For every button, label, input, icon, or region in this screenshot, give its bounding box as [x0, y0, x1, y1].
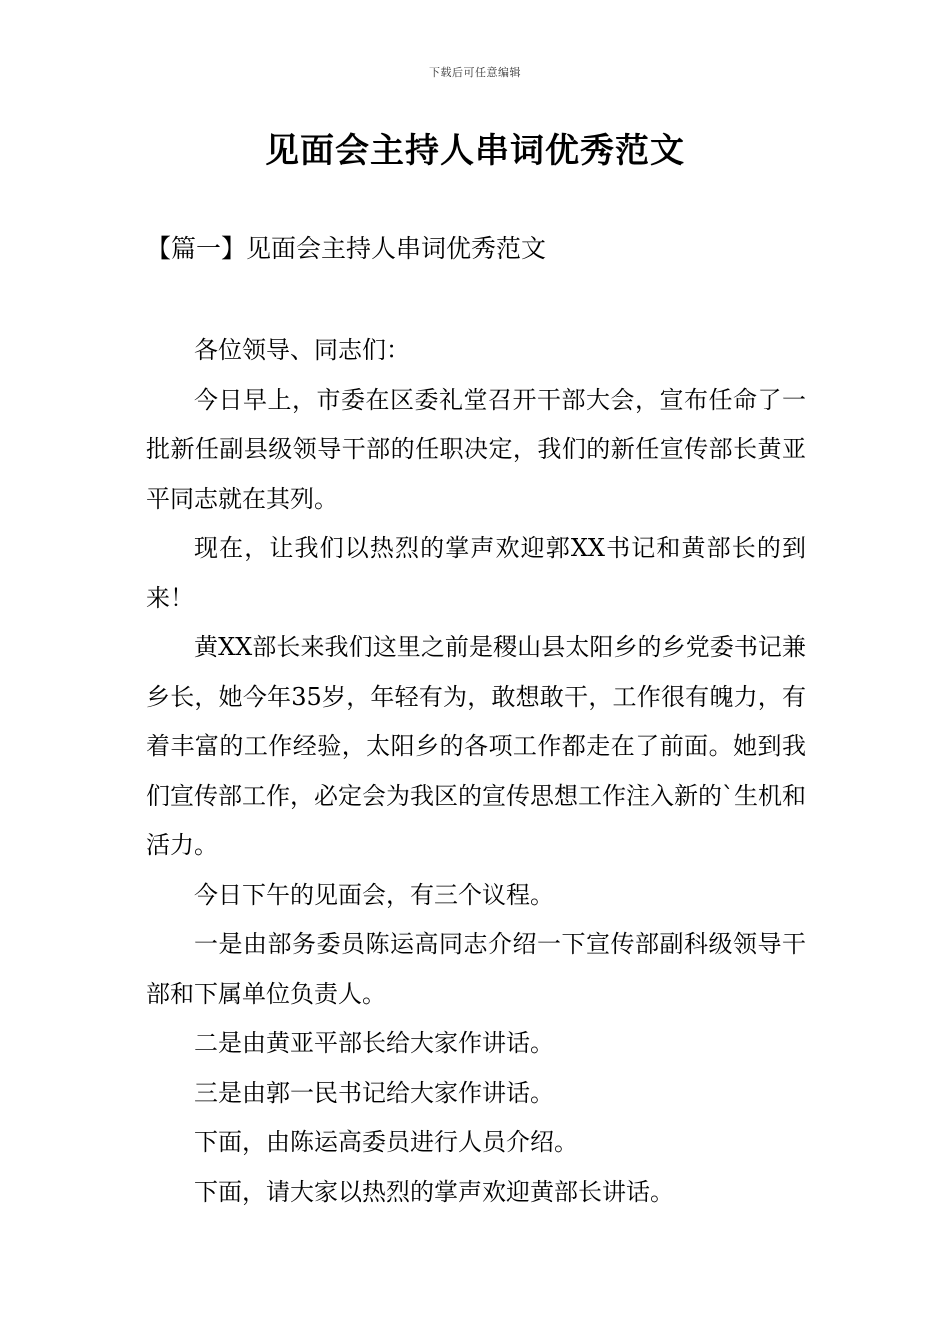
paragraph-next-speech: 下面，请大家以热烈的掌声欢迎黄部长讲话。	[194, 1177, 674, 1206]
paragraph-agenda: 今日下午的见面会，有三个议程。	[194, 880, 554, 909]
paragraph-agenda-item-3: 三是由郭一民书记给大家作讲话。	[194, 1078, 554, 1107]
paragraph-greeting: 各位领导、同志们：	[194, 336, 410, 364]
paragraph-next-intro: 下面，由陈运高委员进行人员介绍。	[194, 1128, 578, 1156]
paragraph-welcome: 现在，让我们以热烈的掌声欢迎郭XX书记和黄部长的到来！	[146, 534, 806, 612]
section-heading: 【篇一】见面会主持人串词优秀范文	[146, 234, 547, 263]
paragraph-agenda-item-2: 二是由黄亚平部长给大家作讲话。	[194, 1029, 554, 1057]
document-title: 见面会主持人串词优秀范文	[265, 131, 685, 171]
paragraph-agenda-item-1: 一是由部务委员陈运高同志介绍一下宣传部副科级领导干部和下属单位负责人。	[146, 930, 806, 1008]
paragraph-introduction: 黄XX部长来我们这里之前是稷山县太阳乡的乡党委书记兼乡长，她今年35岁，年轻有为，敢想敢干，工作很有魄力，有着丰富的工作经验，太阳乡的各项工作都走在了前面。她到我们宣传部工作，必定会为我区的宣传思想工作注入新的`生机和活力。	[146, 633, 806, 859]
body-text	[146, 326, 806, 1217]
paragraph-announcement: 今日早上，市委在区委礼堂召开干部大会，宣布任命了一批新任副县级领导干部的任职决定，我们的新任宣传部长黄亚平同志就在其列。	[146, 385, 806, 513]
header-note: 下载后可任意编辑	[429, 66, 521, 79]
